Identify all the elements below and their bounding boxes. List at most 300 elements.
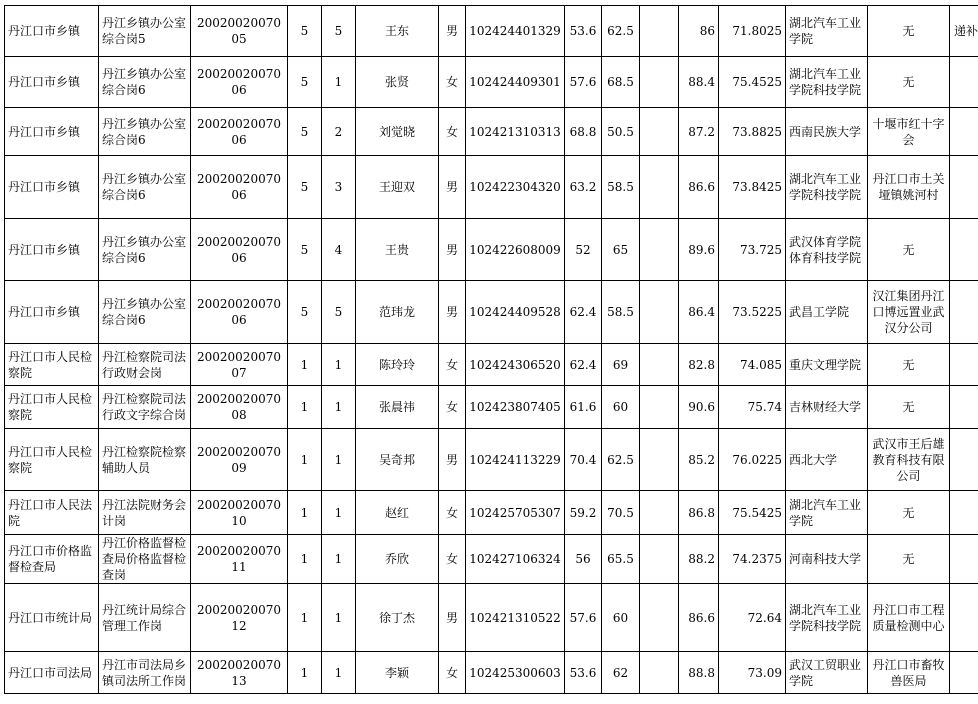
cell-unit-text: 丹江口市人民法院: [8, 497, 93, 528]
cell-name: [356, 108, 439, 156]
cell-score-2: [602, 108, 640, 156]
cell-score-2-text: 62.5: [607, 452, 634, 467]
cell-rank-text: 5: [334, 24, 343, 38]
cell-unit: [5, 6, 99, 57]
cell-note: [950, 386, 978, 429]
cell-school: [786, 219, 868, 281]
cell-note: [950, 344, 978, 386]
cell-plan-count: [288, 429, 322, 491]
cell-total-score-text: 73.5225: [732, 305, 782, 319]
cell-exam-number-text: 102424409528: [469, 305, 561, 319]
cell-score-1: [565, 281, 602, 344]
cell-gender-text: 女: [445, 357, 458, 372]
cell-plan-count-text: 1: [300, 610, 309, 625]
cell-score-2-text: 62: [612, 665, 629, 680]
cell-gender-text: 男: [445, 180, 458, 194]
cell-exam-number: [466, 219, 565, 281]
cell-score-2: [602, 219, 640, 281]
cell-position-code: [191, 156, 288, 219]
cell-score-2-text: 65.5: [607, 552, 634, 566]
cell-score-2: [602, 6, 640, 57]
cell-position: [99, 386, 191, 429]
cell-position-text: 丹江乡镇办公室综合岗5: [102, 16, 187, 46]
cell-position-text: 丹江市司法局乡镇司法所工作岗: [102, 657, 187, 688]
cell-total-score: [719, 386, 786, 429]
cell-school: [786, 281, 868, 344]
cell-unit: [5, 156, 99, 219]
cell-exam-number-text: 102424409301: [469, 75, 561, 89]
cell-position-code: [191, 6, 288, 57]
cell-score-2: [602, 584, 640, 652]
cell-position-code-text: 2002002007006: [197, 234, 281, 265]
cell-plan-count: [288, 57, 322, 108]
cell-position-text: 丹江乡镇办公室综合岗6: [102, 172, 187, 202]
cell-unit-text: 丹江口市乡镇: [8, 305, 81, 319]
cell-total-score-text: 73.8425: [732, 180, 782, 194]
cell-interview-score: [679, 57, 719, 108]
cell-score-1: [565, 156, 602, 219]
cell-plan-count: [288, 652, 322, 694]
cell-score-2-text: 50.5: [607, 124, 634, 139]
cell-total-score-text: 74.2375: [732, 552, 782, 566]
cell-score-1: [565, 491, 602, 535]
cell-unit-text: 丹江口市乡镇: [8, 75, 81, 89]
cell-exam-number: [466, 584, 565, 652]
cell-name-text: 吴奇邦: [378, 452, 415, 467]
cell-score-3: [640, 281, 679, 344]
cell-total-score-text: 75.5425: [732, 505, 782, 520]
cell-interview-score: [679, 652, 719, 694]
cell-interview-score: [679, 344, 719, 386]
cell-position-text: 丹江检察院检察辅助人员: [102, 444, 187, 475]
cell-unit-text: 丹江口市乡镇: [8, 180, 81, 194]
cell-unit: [5, 344, 99, 386]
cell-note: [950, 429, 978, 491]
cell-name-text: 刘觉晓: [378, 124, 415, 139]
table-row: [5, 6, 978, 57]
cell-employer: [868, 6, 950, 57]
cell-interview-score: [679, 108, 719, 156]
cell-interview-score-text: 86.4: [688, 305, 715, 319]
cell-score-3: [640, 156, 679, 219]
cell-gender-text: 男: [445, 24, 458, 38]
table-row: [5, 57, 978, 108]
cell-school: [786, 344, 868, 386]
cell-plan-count-text: 1: [300, 357, 309, 372]
cell-score-1: [565, 429, 602, 491]
cell-score-2: [602, 386, 640, 429]
cell-score-1-text: 62.4: [569, 357, 597, 372]
cell-gender-text: 男: [445, 242, 458, 257]
table-row: [5, 652, 978, 694]
cell-exam-number-text: 102423807405: [469, 400, 561, 414]
cell-exam-number: [466, 108, 565, 156]
cell-interview-score: [679, 6, 719, 57]
table-row: [5, 491, 978, 535]
table-row: [5, 219, 978, 281]
cell-unit: [5, 386, 99, 429]
cell-total-score: [719, 652, 786, 694]
cell-rank-text: 3: [334, 180, 343, 194]
cell-position-code-text: 2002002007012: [197, 602, 281, 633]
cell-position-code: [191, 219, 288, 281]
cell-school-text: 湖北汽车工业学院科技学院: [789, 67, 862, 97]
cell-gender: [439, 652, 466, 694]
cell-gender: [439, 344, 466, 386]
cell-interview-score-text: 82.8: [688, 357, 715, 372]
cell-position-code: [191, 491, 288, 535]
cell-exam-number: [466, 652, 565, 694]
cell-school: [786, 57, 868, 108]
cell-name: [356, 281, 439, 344]
cell-total-score-text: 75.74: [747, 400, 782, 414]
cell-position-code: [191, 108, 288, 156]
cell-score-2: [602, 344, 640, 386]
cell-total-score-text: 71.8025: [732, 24, 782, 38]
cell-name: [356, 57, 439, 108]
cell-score-2: [602, 156, 640, 219]
cell-score-3: [640, 219, 679, 281]
results-table: [4, 5, 978, 694]
cell-score-1-text: 57.6: [569, 610, 597, 625]
cell-position-code-text: 2002002007013: [197, 657, 281, 688]
cell-plan-count: [288, 584, 322, 652]
cell-position-text: 丹江检察院司法行政财会岗: [102, 349, 187, 380]
cell-score-1-text: 62.4: [569, 305, 597, 319]
cell-school-text: 武汉体育学院体育科技学院: [789, 234, 862, 265]
cell-score-2: [602, 535, 640, 584]
cell-school-text: 吉林财经大学: [789, 400, 862, 414]
cell-score-1: [565, 57, 602, 108]
cell-score-2-text: 58.5: [607, 180, 634, 194]
cell-employer: [868, 429, 950, 491]
cell-exam-number-text: 102421310522: [469, 610, 561, 625]
cell-gender: [439, 584, 466, 652]
cell-name-text: 王迎双: [378, 180, 415, 194]
cell-note: [950, 219, 978, 281]
cell-exam-number: [466, 386, 565, 429]
cell-score-3: [640, 344, 679, 386]
cell-employer-text: 丹江口市土关垭镇姚河村: [872, 172, 945, 202]
cell-position: [99, 344, 191, 386]
cell-rank-text: 1: [334, 452, 343, 467]
cell-interview-score-text: 88.2: [688, 552, 715, 566]
cell-rank-text: 2: [334, 124, 343, 139]
cell-score-2: [602, 491, 640, 535]
cell-position: [99, 535, 191, 584]
cell-position: [99, 108, 191, 156]
cell-position-text: 丹江统计局综合管理工作岗: [102, 602, 187, 633]
cell-score-3: [640, 652, 679, 694]
cell-interview-score-text: 88.8: [688, 665, 715, 680]
cell-name-text: 王贵: [384, 242, 409, 257]
cell-employer-text: 无: [902, 400, 915, 414]
cell-employer-text: 丹江口市畜牧兽医局: [872, 657, 945, 688]
cell-plan-count-text: 5: [300, 75, 309, 89]
cell-unit-text: 丹江口市司法局: [8, 665, 93, 680]
cell-name: [356, 156, 439, 219]
cell-plan-count-text: 5: [300, 242, 309, 257]
cell-rank: [322, 535, 356, 584]
cell-note: [950, 108, 978, 156]
cell-score-1: [565, 219, 602, 281]
cell-interview-score: [679, 429, 719, 491]
cell-exam-number-text: 102425705307: [469, 505, 561, 520]
cell-plan-count: [288, 156, 322, 219]
cell-plan-count-text: 1: [300, 665, 309, 680]
cell-position-code-text: 2002002007006: [197, 116, 281, 147]
cell-school: [786, 535, 868, 584]
cell-gender: [439, 219, 466, 281]
cell-gender-text: 男: [445, 610, 458, 625]
cell-interview-score-text: 86.6: [688, 180, 715, 194]
cell-total-score: [719, 57, 786, 108]
cell-score-1-text: 61.6: [569, 400, 597, 414]
cell-name: [356, 386, 439, 429]
cell-total-score: [719, 429, 786, 491]
cell-school: [786, 108, 868, 156]
cell-school-text: 武昌工学院: [789, 305, 850, 319]
cell-unit-text: 丹江口市乡镇: [8, 24, 81, 38]
cell-unit: [5, 584, 99, 652]
cell-name: [356, 219, 439, 281]
cell-note: [950, 281, 978, 344]
cell-gender-text: 男: [445, 452, 458, 467]
cell-unit-text: 丹江口市人民检察院: [8, 392, 93, 422]
cell-plan-count-text: 1: [300, 505, 309, 520]
cell-position-code-text: 2002002007009: [197, 444, 281, 475]
cell-employer: [868, 584, 950, 652]
cell-score-1: [565, 386, 602, 429]
cell-exam-number: [466, 156, 565, 219]
cell-position-text: 丹江乡镇办公室综合岗6: [102, 234, 187, 265]
table-row: [5, 535, 978, 584]
cell-school: [786, 156, 868, 219]
cell-score-1: [565, 6, 602, 57]
cell-school: [786, 491, 868, 535]
cell-score-2-text: 60: [612, 610, 629, 625]
cell-unit: [5, 281, 99, 344]
cell-score-1-text: 56: [575, 552, 591, 566]
cell-score-1: [565, 535, 602, 584]
cell-position-code: [191, 386, 288, 429]
cell-employer-text: 十堰市红十字会: [872, 116, 945, 147]
cell-total-score: [719, 491, 786, 535]
cell-interview-score: [679, 386, 719, 429]
cell-position-code: [191, 281, 288, 344]
cell-rank: [322, 344, 356, 386]
cell-score-1-text: 70.4: [569, 452, 597, 467]
cell-gender: [439, 386, 466, 429]
cell-position-text: 丹江乡镇办公室综合岗6: [102, 67, 187, 97]
cell-score-3: [640, 535, 679, 584]
cell-plan-count-text: 1: [300, 452, 309, 467]
cell-total-score-text: 74.085: [740, 357, 782, 372]
cell-interview-score-text: 85.2: [688, 452, 715, 467]
cell-unit-text: 丹江口市乡镇: [8, 124, 81, 139]
cell-position-text: 丹江乡镇办公室综合岗6: [102, 116, 187, 147]
cell-position-text: 丹江检察院司法行政文字综合岗: [102, 392, 187, 422]
cell-gender-text: 女: [445, 665, 458, 680]
cell-note: [950, 535, 978, 584]
cell-rank-text: 1: [334, 552, 343, 566]
cell-position-text: 丹江乡镇办公室综合岗6: [102, 297, 187, 327]
cell-score-3: [640, 491, 679, 535]
cell-school-text: 西北大学: [789, 452, 838, 467]
cell-position-code-text: 2002002007010: [197, 497, 281, 528]
cell-rank: [322, 156, 356, 219]
cell-rank-text: 5: [334, 305, 343, 319]
cell-position-code-text: 2002002007008: [197, 392, 281, 422]
cell-unit: [5, 429, 99, 491]
cell-name-text: 陈玲玲: [378, 357, 415, 372]
cell-plan-count: [288, 219, 322, 281]
cell-employer-text: 武汉市王后雄教育科技有限公司: [872, 436, 945, 483]
cell-plan-count: [288, 386, 322, 429]
cell-note: [950, 652, 978, 694]
cell-total-score-text: 72.64: [747, 610, 782, 625]
cell-position-text: 丹江价格监督检查局价格监督检查岗: [102, 536, 187, 582]
cell-score-1: [565, 108, 602, 156]
table-row: [5, 584, 978, 652]
cell-exam-number-text: 102421310313: [469, 124, 561, 139]
cell-employer: [868, 344, 950, 386]
cell-position: [99, 281, 191, 344]
cell-name-text: 李颖: [384, 665, 409, 680]
cell-employer-text: 无: [902, 24, 915, 38]
cell-position-code: [191, 429, 288, 491]
cell-score-1-text: 57.6: [569, 75, 597, 89]
cell-interview-score: [679, 491, 719, 535]
cell-score-2-text: 68.5: [607, 75, 634, 89]
cell-rank-text: 1: [334, 400, 343, 414]
cell-name-text: 张晨祎: [378, 400, 415, 414]
cell-total-score-text: 73.8825: [732, 124, 782, 139]
cell-plan-count: [288, 281, 322, 344]
cell-employer-text: 无: [902, 552, 915, 566]
cell-score-1-text: 52: [575, 242, 591, 257]
cell-plan-count: [288, 6, 322, 57]
cell-position-code-text: 2002002007005: [197, 16, 281, 46]
cell-plan-count-text: 1: [300, 400, 309, 414]
cell-position-text: 丹江法院财务会计岗: [102, 497, 187, 528]
cell-school-text: 武汉工贸职业学院: [789, 657, 862, 688]
cell-employer-text: 丹江口市工程质量检测中心: [872, 602, 945, 633]
cell-score-1-text: 53.6: [569, 665, 597, 680]
cell-position-code: [191, 57, 288, 108]
cell-gender: [439, 156, 466, 219]
cell-school: [786, 652, 868, 694]
cell-interview-score: [679, 535, 719, 584]
cell-gender-text: 女: [445, 75, 458, 89]
cell-rank-text: 1: [334, 505, 343, 520]
cell-interview-score-text: 86: [699, 24, 715, 38]
cell-score-1-text: 63.2: [569, 180, 597, 194]
cell-employer: [868, 386, 950, 429]
cell-gender-text: 女: [445, 552, 458, 566]
cell-unit-text: 丹江口市乡镇: [8, 242, 81, 257]
cell-employer-text: 无: [902, 357, 915, 372]
cell-name-text: 王东: [384, 24, 409, 38]
cell-interview-score-text: 90.6: [688, 400, 715, 414]
cell-position: [99, 652, 191, 694]
cell-position: [99, 6, 191, 57]
cell-score-2: [602, 429, 640, 491]
cell-exam-number-text: 102427106324: [469, 552, 561, 566]
cell-position-code: [191, 652, 288, 694]
cell-gender: [439, 57, 466, 108]
cell-employer-text: 无: [902, 242, 915, 257]
cell-exam-number-text: 102422608009: [469, 242, 561, 257]
cell-exam-number: [466, 535, 565, 584]
cell-interview-score: [679, 584, 719, 652]
cell-name-text: 范玮龙: [378, 305, 415, 319]
cell-rank: [322, 584, 356, 652]
cell-school: [786, 6, 868, 57]
cell-plan-count-text: 5: [300, 24, 309, 38]
cell-employer: [868, 281, 950, 344]
cell-plan-count: [288, 535, 322, 584]
cell-interview-score: [679, 156, 719, 219]
cell-exam-number: [466, 57, 565, 108]
cell-employer: [868, 108, 950, 156]
cell-position: [99, 219, 191, 281]
cell-total-score: [719, 156, 786, 219]
cell-interview-score-text: 86.8: [688, 505, 715, 520]
table-row: [5, 386, 978, 429]
table-row: [5, 429, 978, 491]
cell-name: [356, 535, 439, 584]
cell-score-2: [602, 281, 640, 344]
cell-name-text: 徐丁杰: [378, 610, 415, 625]
cell-total-score: [719, 281, 786, 344]
cell-rank-text: 1: [334, 357, 343, 372]
cell-name: [356, 429, 439, 491]
cell-score-2: [602, 652, 640, 694]
cell-school-text: 湖北汽车工业学院: [789, 497, 862, 528]
table-row: [5, 156, 978, 219]
cell-employer-text: 无: [902, 75, 915, 89]
cell-total-score-text: 73.725: [740, 242, 782, 257]
cell-school-text: 重庆文理学院: [789, 357, 862, 372]
cell-unit: [5, 535, 99, 584]
cell-interview-score-text: 89.6: [688, 242, 715, 257]
cell-position: [99, 584, 191, 652]
cell-exam-number-text: 102424401329: [469, 24, 561, 38]
cell-position: [99, 429, 191, 491]
cell-exam-number: [466, 6, 565, 57]
cell-position-code-text: 2002002007007: [197, 349, 281, 380]
cell-score-1: [565, 344, 602, 386]
cell-plan-count-text: 1: [300, 552, 309, 566]
cell-name-text: 乔欣: [384, 552, 409, 566]
cell-plan-count: [288, 344, 322, 386]
cell-rank: [322, 219, 356, 281]
cell-score-1-text: 68.8: [569, 124, 597, 139]
cell-score-2-text: 69: [612, 357, 629, 372]
cell-rank: [322, 57, 356, 108]
cell-rank: [322, 491, 356, 535]
cell-rank: [322, 429, 356, 491]
cell-exam-number: [466, 344, 565, 386]
cell-employer: [868, 219, 950, 281]
cell-school-text: 西南民族大学: [789, 124, 862, 139]
cell-score-2-text: 65: [612, 242, 629, 257]
cell-name-text: 赵红: [384, 505, 409, 520]
cell-position-code-text: 2002002007006: [197, 67, 281, 97]
cell-exam-number-text: 102424113229: [469, 452, 561, 467]
cell-position-code-text: 2002002007011: [197, 544, 281, 574]
